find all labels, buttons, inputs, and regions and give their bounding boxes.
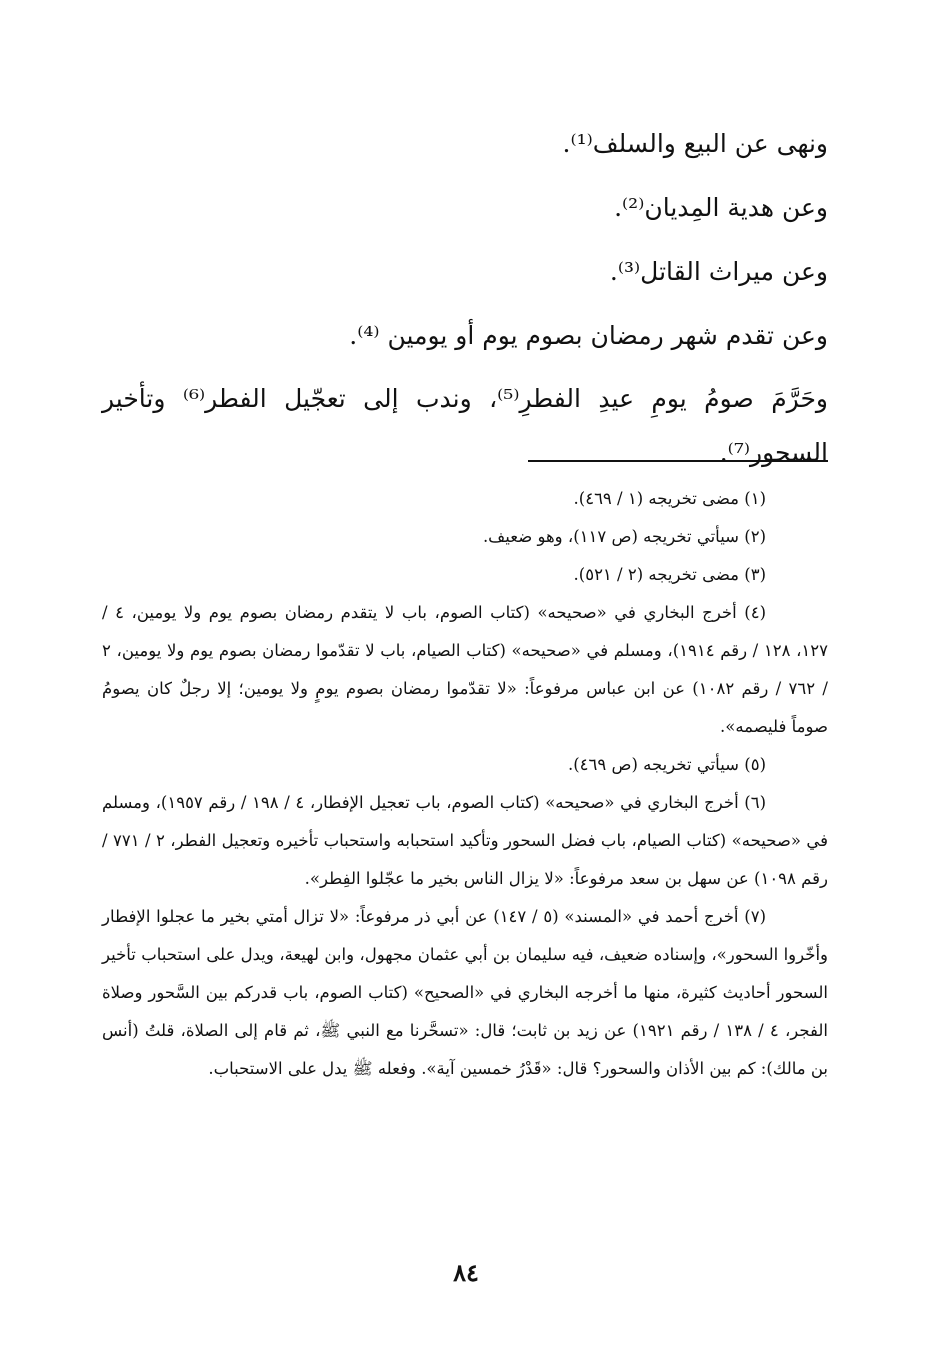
main-line: ونهى عن البيع والسلف⁽¹⁾.: [562, 129, 828, 158]
footnote-divider: [528, 460, 828, 462]
footnote-item: (١) مضى تخريجه (١ / ٤٦٩).: [573, 489, 766, 508]
footnote-item: (٢) سيأتي تخريجه (ص ١١٧)، وهو ضعيف.: [482, 527, 766, 546]
footnote-item: (٣) مضى تخريجه (٢ / ٥٢١).: [573, 565, 766, 584]
footnotes: [102, 480, 828, 1088]
footnote-item: (٥) سيأتي تخريجه (ص ٤٦٩).: [567, 755, 766, 774]
footnote-item: (٤) أخرج البخاري في «صحيحه» (كتاب الصوم، باب لا يتقدم رمضان بصوم يوم ولا يومين، ٤ / ١٢٧، ١٢٨ / رقم ١٩١٤)، ومسلم في «صحيحه» (كتاب الصيام، باب لا تقدّموا رمضان بصوم يوم ولا يومين، ٢ / ٧٦٢ / رقم ١٠٨٢) عن ابن عباس مرفوعاً: «لا تقدّموا رمضان بصوم يومٍ ولا يومين؛ إلا رجلٌ كان يصومُ صوماً فليصمه».: [102, 603, 828, 736]
main-text: [102, 112, 828, 480]
main-line: وعن تقدم شهر رمضان بصوم يوم أو يومين ⁽⁴⁾.: [349, 321, 828, 350]
footnote-item: (٦) أخرج البخاري في «صحيحه» (كتاب الصوم، باب تعجيل الإفطار، ٤ / ١٩٨ / رقم ١٩٥٧)، ومسلم في «صحيحه» (كتاب الصيام، باب فضل السحور وتأكيد استحبابه واستحباب تأخيره وتعجيل الفطر، ٢ / ٧٧١ / رقم ١٠٩٨) عن سهل بن سعد مرفوعاً: «لا يزال الناس بخير ما عجّلوا الفِطر».: [102, 793, 829, 888]
main-line: وحَرَّمَ صومُ يومِ عيدِ الفطرِ⁽⁵⁾، وندب إلى تعجّيل الفطر⁽⁶⁾ وتأخير السحور⁽⁷⁾.: [102, 384, 829, 467]
main-line: وعن هدية المِديان⁽²⁾.: [614, 193, 828, 222]
footnote-item: (٧) أخرج أحمد في «المسند» (٥ / ١٤٧) عن أبي ذر مرفوعاً: «لا تزال أمتي بخير ما عجلوا الإفطار وأخّروا السحور»، وإسناده ضعيف، فيه سليمان بن أبي عثمان مجهول، وابن لهيعة، ويدل على استحباب تأخير السحور أحاديث كثيرة، منها ما أخرجه البخاري في «الصحيح» (كتاب الصوم، باب قدركم بين السَّحور وصلاة الفجر، ٤ / ١٣٨ / رقم ١٩٢١) عن زيد بن ثابت؛ قال: «تسحَّرنا مع النبي ﷺ، ثم قام إلى الصلاة، قلتُ (أنس بن مالك): كم بين الأذان والسحور؟ قال: «قَدْرُ خمسين آية». وفعله ﷺ يدل على الاستحباب.: [102, 907, 828, 1078]
main-line: وعن ميراث القاتل⁽³⁾.: [609, 257, 828, 286]
page-number: ٨٤: [453, 1258, 479, 1287]
